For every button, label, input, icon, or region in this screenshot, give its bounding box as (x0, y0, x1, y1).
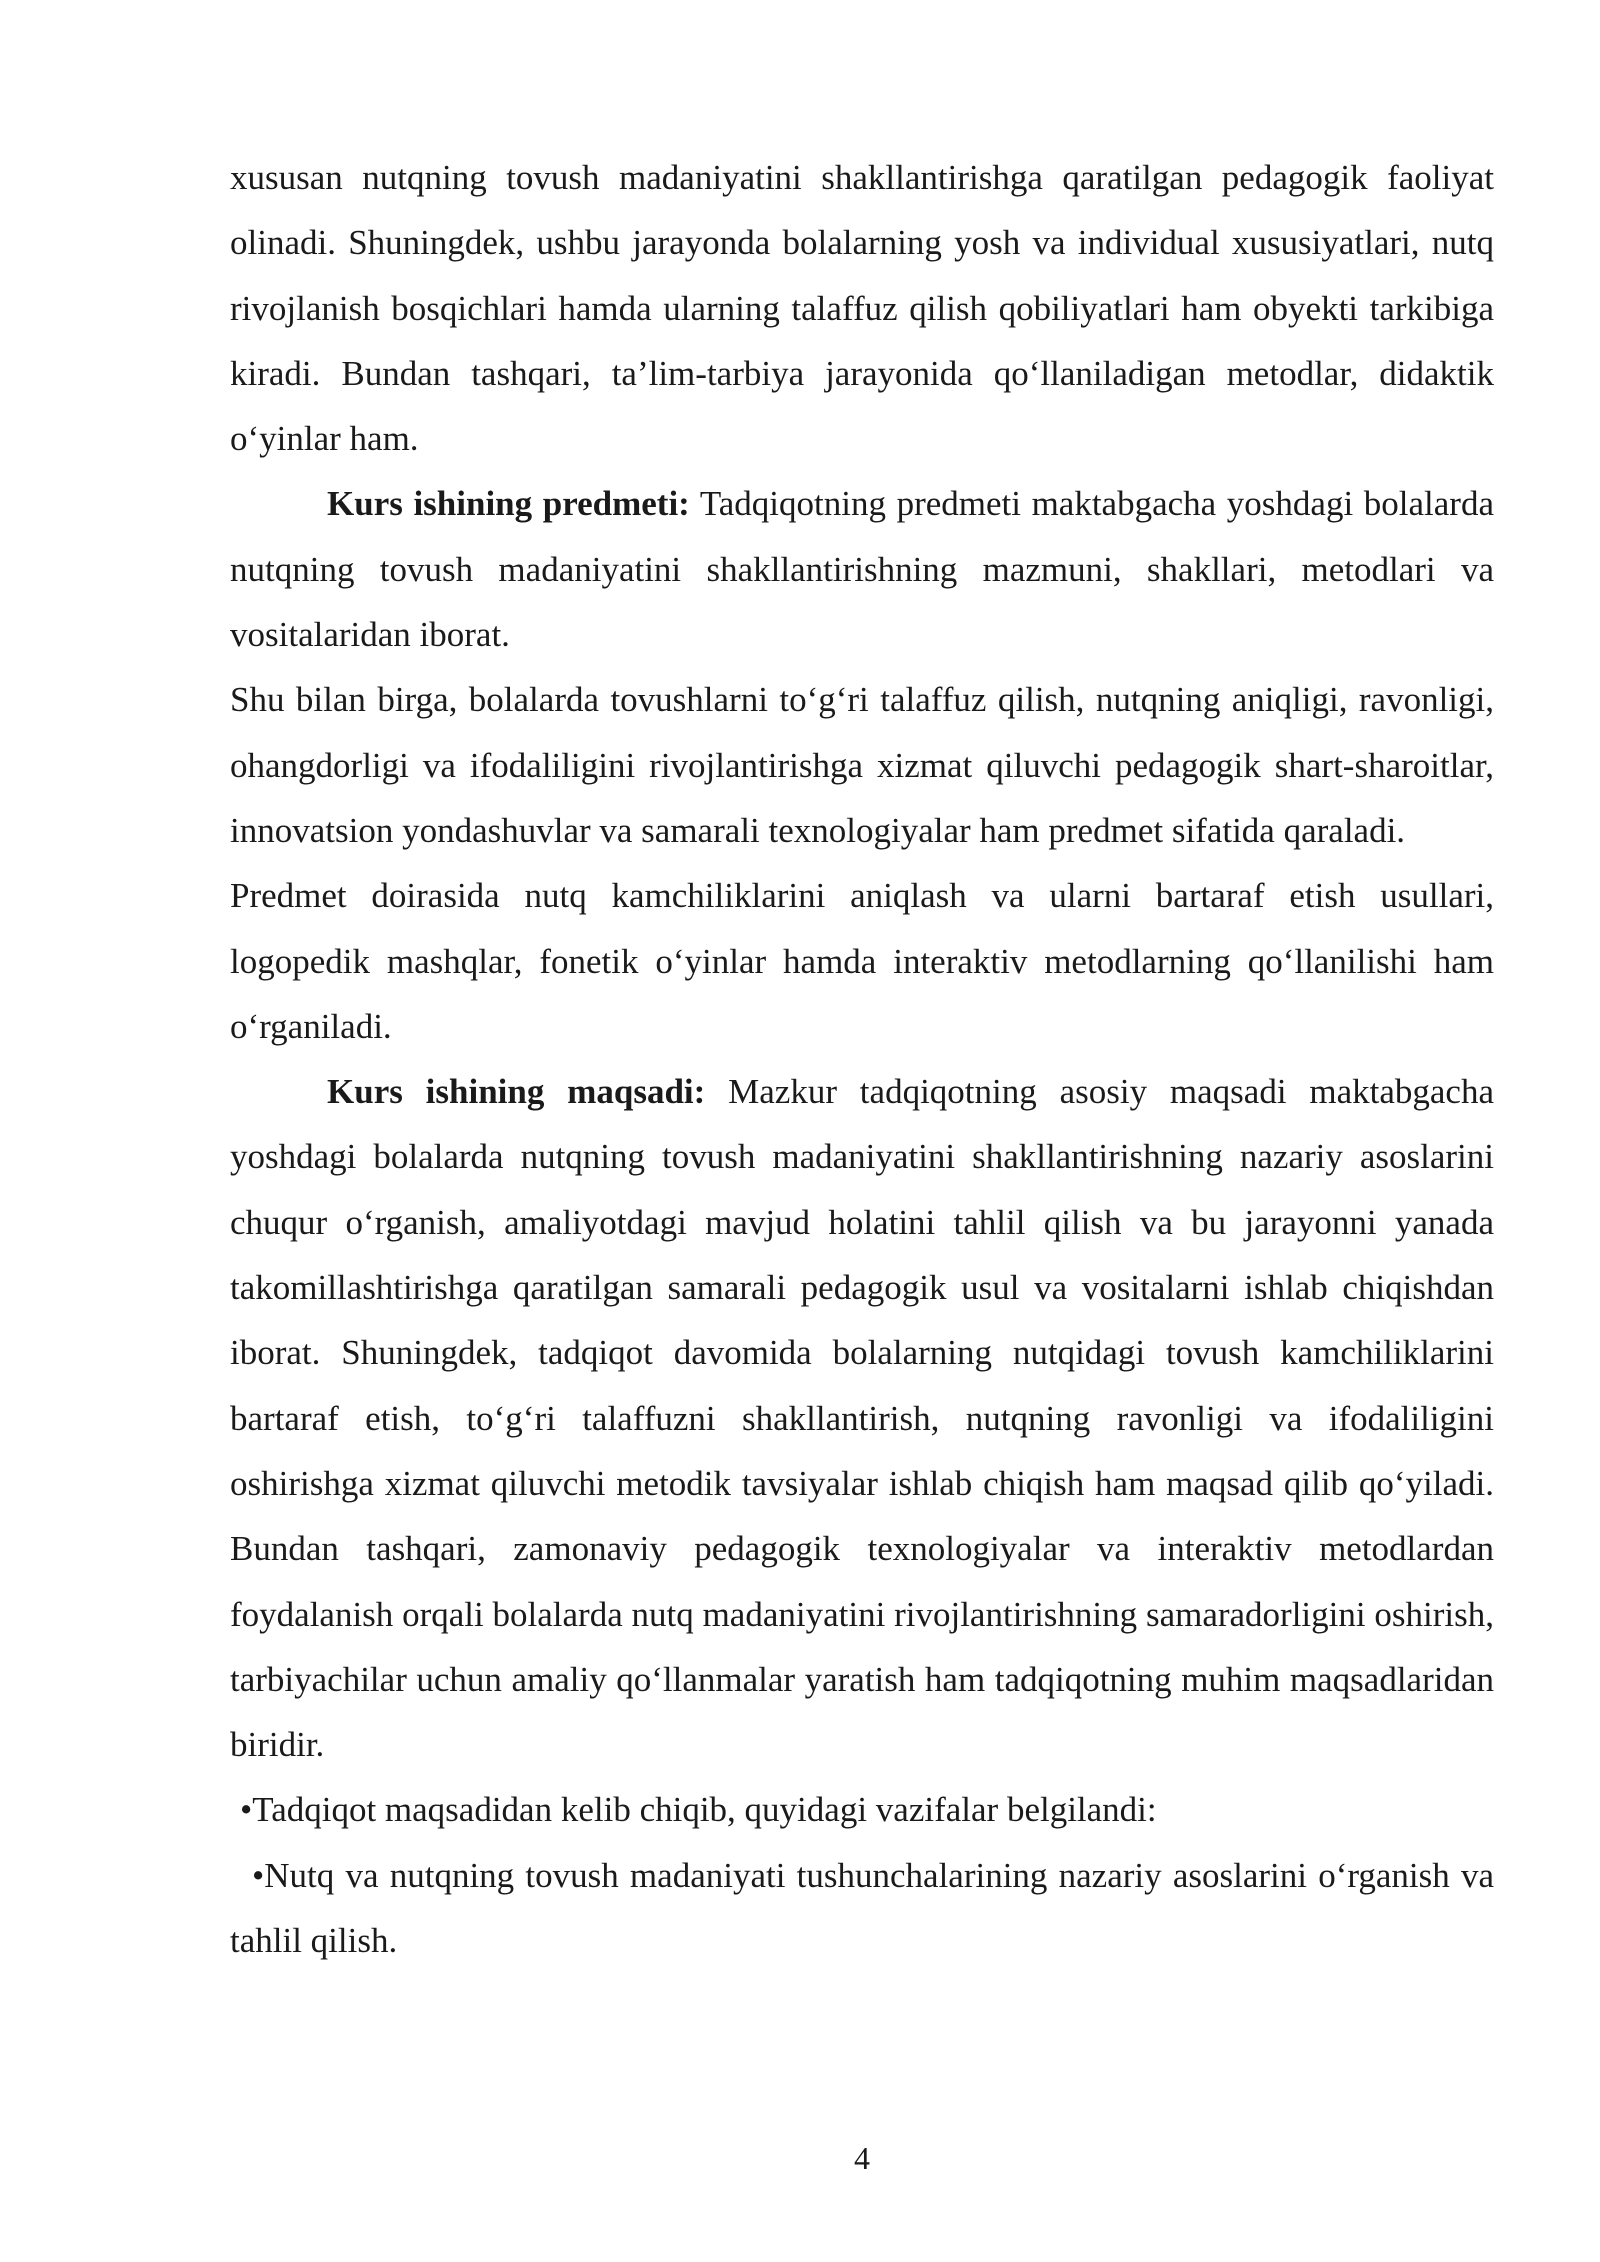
page-number: 4 (854, 2140, 870, 2176)
document-page (230, 145, 1494, 1973)
bullet-tasks-intro (230, 1777, 1494, 1842)
paragraph-text: xususan nutqning tovush madaniyatini shakllantirishga qaratilgan pedagogik faoliyat olinadi. Shuningdek, ushbu jarayonda bolalarning yosh va individual xususiyatlari, nutq rivojlanish bosqichlari hamda ularning talaffuz qilish qobiliyatlari ham obyekti tarkibiga kiradi. Bundan tashqari, ta’lim-tarbiya jarayonida qoʻllaniladigan metodlar, didaktik oʻyinlar ham. (230, 158, 1494, 459)
paragraph-subject-scope (230, 863, 1494, 1059)
paragraph-text: Shu bilan birga, bolalarda tovushlarni toʻgʻri talaffuz qilish, nutqning aniqligi, ravonligi, ohangdorligi va ifodaliligini rivojlantirishga xizmat qiluvchi pedagogik shart-sharoitlar, innovatsion yondashuvlar va samarali texnologiyalar ham predmet sifatida qaraladi. (230, 680, 1494, 850)
paragraph-text: •Nutq va nutqning tovush madaniyati tushunchalarining nazariy asoslarini oʻrganish va tahlil qilish. (230, 1855, 1494, 1961)
paragraph-subject (230, 471, 1494, 667)
paragraph-text: •Tadqiqot maqsadidan kelib chiqib, quyidagi vazifalar belgilandi: (240, 1790, 1157, 1830)
paragraph-text: Mazkur tadqiqotning asosiy maqsadi maktabgacha yoshdagi bolalarda nutqning tovush madaniyatini shakllantirishning nazariy asoslarini chuqur oʻrganish, amaliyotdagi mavjud holatini tahlil qilish va bu jarayonni yanada takomillashtirishga qaratilgan samarali pedagogik usul va vositalarni ishlab chiqishdan iborat. Shuningdek, tadqiqot davomida bolalarning nutqidagi tovush kamchiliklarini bartaraf etish, toʻgʻri talaffuzni shakllantirish, nutqning ravonligi va ifodaliligini oshirishga xizmat qiluvchi metodik tavsiyalar ishlab chiqish ham maqsad qilib qoʻyiladi. Bundan tashqari, zamonaviy pedagogik texnologiyalar va interaktiv metodlardan foydalanish orqali bolalarda nutq madaniyatini rivojlantirishning samaradorligini oshirish, tarbiyachilar uchun amaliy qoʻllanmalar yaratish ham tadqiqotning muhim maqsadlaridan biridir. (230, 1072, 1494, 1765)
paragraph-goal (230, 1059, 1494, 1777)
section-heading-goal: Kurs ishining maqsadi: (327, 1072, 706, 1112)
paragraph-text: Tadqiqotning predmeti maktabgacha yoshdagi bolalarda nutqning tovush madaniyatini shakllantirishning mazmuni, shakllari, metodlari va vositalaridan iborat. (230, 484, 1494, 655)
bullet-task-1 (230, 1843, 1494, 1974)
paragraph-text: Predmet doirasida nutq kamchiliklarini aniqlash va ularni bartaraf etish usullari, logopedik mashqlar, fonetik oʻyinlar hamda interaktiv metodlarning qoʻllanilishi ham oʻrganiladi. (230, 876, 1494, 1046)
paragraph-object-intro (230, 145, 1494, 471)
section-heading-subject: Kurs ishining predmeti: (327, 484, 690, 524)
paragraph-subject-details (230, 667, 1494, 863)
